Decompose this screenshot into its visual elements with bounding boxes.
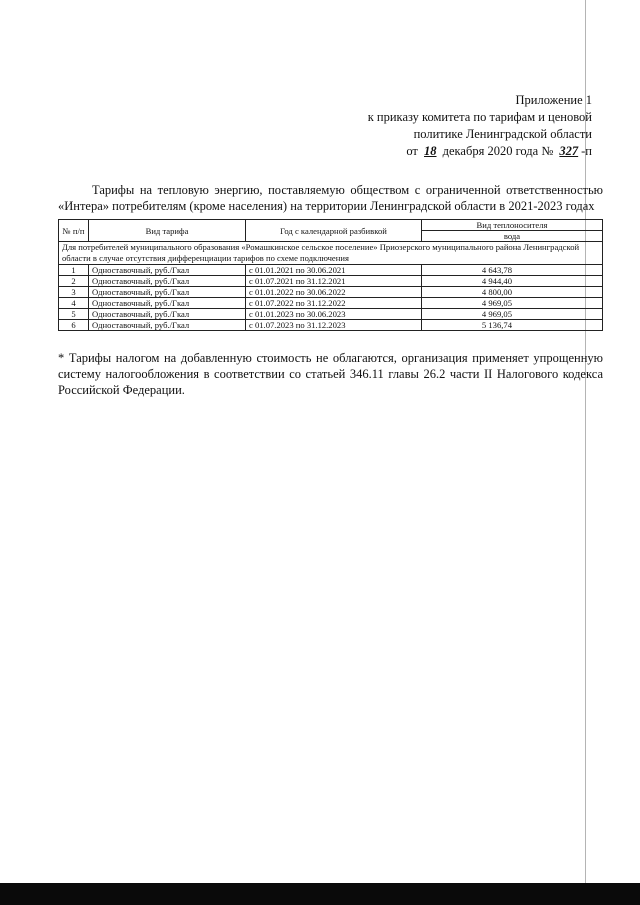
row-num: 6 — [59, 320, 89, 331]
row-type: Одноставочный, руб./Гкал — [89, 320, 246, 331]
row-period: с 01.07.2023 по 31.12.2023 — [246, 320, 422, 331]
row-type: Одноставочный, руб./Гкал — [89, 287, 246, 298]
table-row — [59, 309, 603, 320]
tax-footnote: * Тарифы налогом на добавленную стоимость не облагаются, организация применяет упрощенную систему налогообложения в соответствии со статьей 346.11 главы 26.2 части II Налогового кодекса Российской Федерации. — [58, 351, 603, 397]
date-rest: декабря 2020 года № — [442, 144, 554, 158]
appendix-header — [292, 92, 592, 160]
row-num: 3 — [59, 287, 89, 298]
table-row — [59, 287, 603, 298]
row-value: 4 969,05 — [422, 298, 603, 309]
appendix-date-line — [292, 143, 592, 160]
row-num: 1 — [59, 265, 89, 276]
order-number-handwritten: 327 — [559, 144, 579, 158]
row-value: 4 944,40 — [422, 276, 603, 287]
row-period: с 01.07.2022 по 31.12.2022 — [246, 298, 422, 309]
row-num: 2 — [59, 276, 89, 287]
row-value: 4 800,00 — [422, 287, 603, 298]
row-type: Одноставочный, руб./Гкал — [89, 265, 246, 276]
table-row — [59, 265, 603, 276]
header-num: № п/п — [59, 220, 89, 242]
row-type: Одноставочный, руб./Гкал — [89, 309, 246, 320]
header-tariff-type: Вид тарифа — [89, 220, 246, 242]
date-day-handwritten: 18 — [424, 144, 437, 158]
row-period: с 01.01.2021 по 30.06.2021 — [246, 265, 422, 276]
scan-bottom-border — [0, 883, 640, 905]
header-year: Год с календарной разбивкой — [246, 220, 422, 242]
row-period: с 01.01.2023 по 30.06.2023 — [246, 309, 422, 320]
table-row — [59, 320, 603, 331]
order-suffix: -п — [581, 144, 592, 158]
tariff-table — [58, 219, 603, 331]
row-period: с 01.01.2022 по 30.06.2022 — [246, 287, 422, 298]
row-value: 5 136,74 — [422, 320, 603, 331]
header-carrier: Вид теплоносителя — [422, 220, 603, 231]
document-title: Тарифы на тепловую энергию, поставляемую обществом с ограниченной ответственностью «Интера» потребителям (кроме населения) на территории Ленинградской области в 2021-2023 годах — [58, 183, 603, 213]
row-value: 4 643,78 — [422, 265, 603, 276]
appendix-title: Приложение 1 — [515, 93, 592, 107]
row-num: 5 — [59, 309, 89, 320]
row-type: Одноставочный, руб./Гкал — [89, 276, 246, 287]
row-num: 4 — [59, 298, 89, 309]
date-prefix: от — [406, 144, 418, 158]
row-type: Одноставочный, руб./Гкал — [89, 298, 246, 309]
table-row — [59, 298, 603, 309]
appendix-order-ref: к приказу комитета по тарифам и ценовой — [367, 110, 592, 124]
row-period: с 01.07.2021 по 31.12.2021 — [246, 276, 422, 287]
group-row: Для потребителей муниципального образования «Ромашкинское сельское поселение» Приозерского муниципального района Ленинградской области в случае отсутствия дифференциации тарифов по схеме подключения — [59, 242, 603, 265]
appendix-committee: политике Ленинградской области — [413, 127, 592, 141]
table-row — [59, 276, 603, 287]
row-value: 4 969,05 — [422, 309, 603, 320]
header-carrier-water: вода — [422, 231, 603, 242]
